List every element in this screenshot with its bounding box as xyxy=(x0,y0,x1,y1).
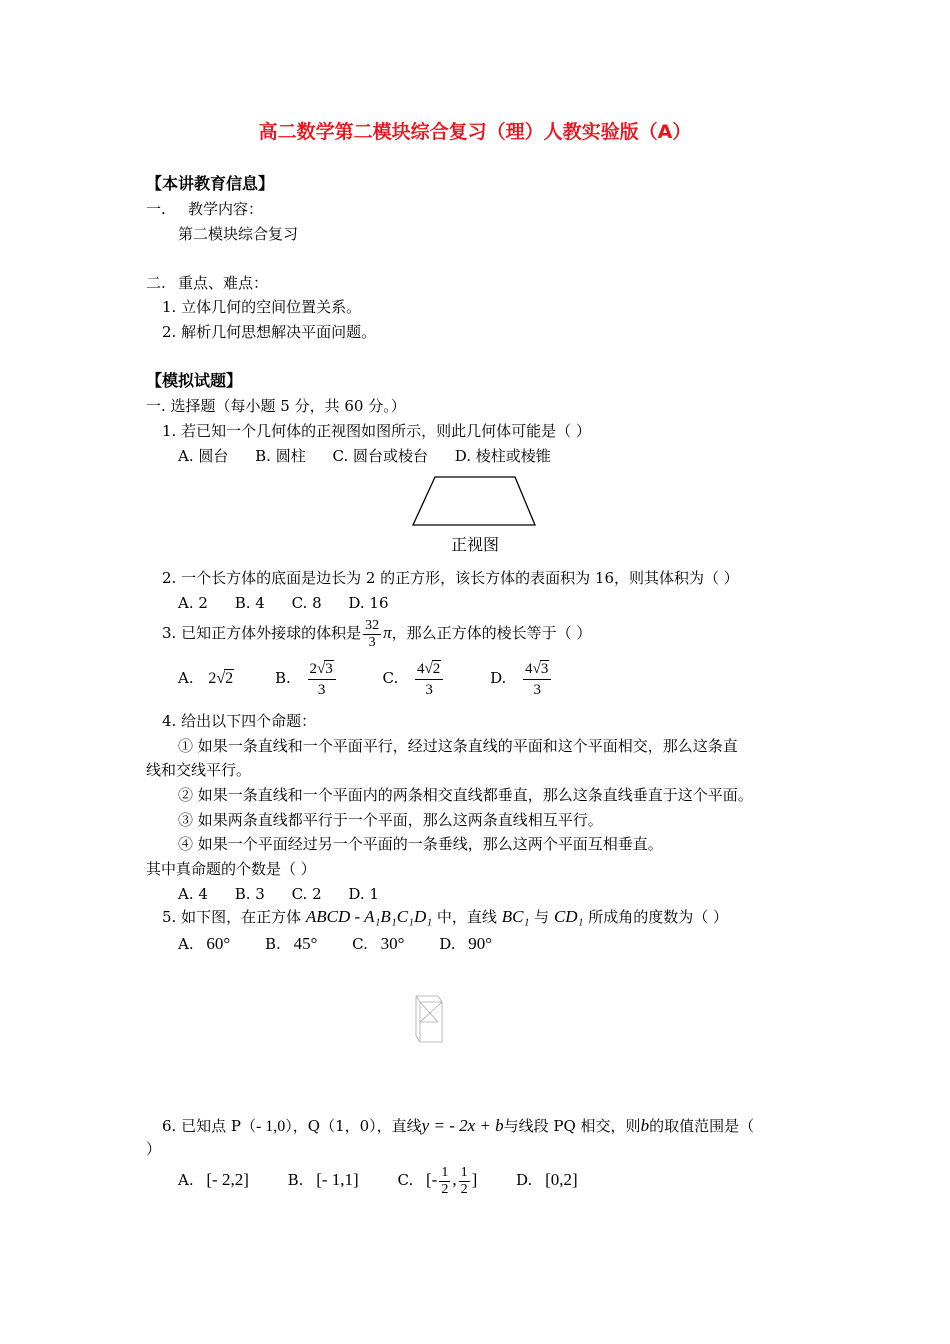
section-heading-info: 【本讲教育信息】 xyxy=(146,174,275,193)
option-b-label: B. xyxy=(264,935,281,953)
point-p-coord: - 1,0 xyxy=(255,1118,286,1135)
option-c: C. 8 xyxy=(291,594,322,612)
option-b-value: [- 1,1] xyxy=(316,1170,359,1189)
question-3-options xyxy=(178,656,553,701)
option-d-value xyxy=(523,659,551,700)
option-b-label: B. xyxy=(287,1171,304,1189)
trapezoid-shape xyxy=(413,477,535,525)
info-s2-item: 2. 解析几何思想解决平面问题。 xyxy=(162,323,377,341)
coef: 4 xyxy=(417,660,425,677)
option-a-value: 60° xyxy=(206,934,231,953)
option-d-value: [0,2] xyxy=(545,1170,578,1189)
option-c-value: 30° xyxy=(380,934,405,953)
front-view-figure xyxy=(405,472,545,556)
frac-num: 2√3 xyxy=(308,659,336,680)
pi-symbol: π xyxy=(383,623,392,642)
cube-figure xyxy=(412,992,446,1050)
option-a-label: A. xyxy=(178,935,194,953)
q6-text-b: ），Q（1，0），直线 xyxy=(285,1117,422,1135)
option-b-label: B. xyxy=(274,669,291,687)
q6-text-a: 6. 已知点 P（ xyxy=(162,1117,256,1135)
info-s2-label: 二. xyxy=(146,274,166,292)
frac-den: 3 xyxy=(425,681,433,698)
question-6-close: ） xyxy=(146,1140,162,1158)
option-b-value: 45° xyxy=(293,934,318,953)
cube-name: ABCD - A₁B₁C₁D₁ xyxy=(305,907,433,926)
info-s1-label: 一. xyxy=(146,200,166,218)
option-c-value: [- $\frac{1}{2}$ , $\frac{1}{2}$ ] xyxy=(426,1164,478,1197)
option-a-value: [- 2,2] xyxy=(206,1170,249,1189)
option-b: B. 4 xyxy=(234,594,265,612)
proposition-1-cont: 线和交线平行。 xyxy=(146,761,252,779)
info-s1-content: 第二模块综合复习 xyxy=(178,225,299,243)
option-a: A. 2 xyxy=(178,594,208,612)
option-d-label: D. xyxy=(490,669,507,687)
question-6 xyxy=(162,1114,754,1139)
frac-den: 2 xyxy=(441,1181,449,1197)
question-3-text-before: 3. 已知正方体外接球的体积是 xyxy=(162,624,362,642)
option-b: B. 圆柱 xyxy=(255,447,306,465)
info-s2-item: 1. 立体几何的空间位置关系。 xyxy=(162,298,362,316)
section-heading-exam: 【模拟试题】 xyxy=(146,371,243,390)
q5-text-c: 与 xyxy=(534,908,550,926)
radicand: 3 xyxy=(325,660,333,677)
question-5 xyxy=(162,905,728,929)
option-d: D. 16 xyxy=(348,594,389,612)
info-s2-text: 重点、难点： xyxy=(178,274,269,292)
bracket-right: ] xyxy=(471,1170,478,1189)
question-5-options xyxy=(178,932,492,956)
option-c: C. 2 xyxy=(291,885,322,903)
option-a-label: A. xyxy=(178,669,194,687)
question-4: 4. 给出以下四个命题： xyxy=(162,712,317,730)
frac-den: 3 xyxy=(533,681,541,698)
line-equation: y = - 2x + b xyxy=(421,1116,504,1135)
option-c-label: C. xyxy=(352,935,368,953)
frac-num: 4√2 xyxy=(415,659,443,680)
info-s1-text: 教学内容： xyxy=(188,200,264,218)
option-c-label: C. xyxy=(397,1171,414,1189)
var-b: b xyxy=(640,1116,650,1135)
q6-text-d: 的取值范围是（ xyxy=(649,1117,755,1135)
question-4-options xyxy=(178,884,401,904)
question-6-options xyxy=(178,1160,578,1200)
option-a-value: 2√2 xyxy=(208,670,234,687)
line-bc1: BC₁ xyxy=(501,907,530,926)
frac-den: 2 xyxy=(460,1181,468,1197)
option-d: D. 棱柱或棱锥 xyxy=(454,447,551,465)
option-d-value: 90° xyxy=(468,934,493,953)
exam-section: 一. 选择题（每小题 5 分，共 60 分。） xyxy=(146,397,406,415)
fraction-32-3 xyxy=(363,618,381,651)
proposition-4: ④ 如果一个平面经过另一个平面的一条垂线，那么这两个平面互相垂直。 xyxy=(178,835,663,853)
page-title: 高二数学第二模块综合复习（理）人教实验版（A） xyxy=(258,121,692,143)
frac-num: 1 xyxy=(460,1164,468,1180)
frac-den: 3 xyxy=(368,634,376,650)
frac-den: 3 xyxy=(317,681,326,698)
proposition-3: ③ 如果两条直线都平行于一个平面，那么这两条直线相互平行。 xyxy=(178,811,603,829)
radicand: 2 xyxy=(225,670,234,687)
frac-num: 4√3 xyxy=(523,659,551,680)
question-3-text-after: ，那么正方体的棱长等于（ ） xyxy=(391,624,592,642)
option-a: A. 圆台 xyxy=(178,447,229,465)
proposition-2: ② 如果一条直线和一个平面内的两条相交直线都垂直，那么这条直线垂直于这个平面。 xyxy=(178,786,753,804)
question-2-options xyxy=(178,593,411,613)
q6-text-c: 与线段 PQ 相交，则 xyxy=(503,1117,641,1135)
coef: 4 xyxy=(525,660,533,677)
line-cd1: CD₁ xyxy=(553,907,584,926)
coef: 2 xyxy=(309,660,318,677)
question-4-conclusion: 其中真命题的个数是（ ） xyxy=(146,860,316,878)
figure-label: 正视图 xyxy=(450,535,500,554)
frac-num: 1 xyxy=(441,1164,449,1180)
option-b: B. 3 xyxy=(234,885,265,903)
question-1: 1. 若已知一个几何体的正视图如图所示，则此几何体可能是（ ） xyxy=(162,422,591,440)
option-d-label: D. xyxy=(516,1171,533,1189)
option-a-label: A. xyxy=(178,1171,194,1189)
option-c-value xyxy=(415,659,443,700)
q5-text-d: 所成角的度数为（ ） xyxy=(588,908,729,926)
option-b-value xyxy=(308,659,336,700)
question-3 xyxy=(162,614,591,652)
coef: 2 xyxy=(208,670,217,687)
option-c-label: C. xyxy=(382,669,399,687)
q5-text-b: 中，直线 xyxy=(436,908,497,926)
q5-text-a: 5. 如下图，在正方体 xyxy=(162,908,302,926)
question-2: 2. 一个长方体的底面是边长为 2 的正方形，该长方体的表面积为 16，则其体积为（ ） xyxy=(162,569,739,587)
frac-num: 32 xyxy=(365,617,380,633)
radicand: 3 xyxy=(540,660,549,677)
option-d-label: D. xyxy=(439,935,456,953)
question-1-options xyxy=(178,446,573,466)
radicand: 2 xyxy=(432,660,441,677)
proposition-1: ① 如果一条直线和一个平面平行，经过这条直线的平面和这个平面相交，那么这条直 xyxy=(178,737,738,755)
bracket-left: [- xyxy=(426,1170,438,1189)
option-a: A. 4 xyxy=(178,885,208,903)
frac-half xyxy=(439,1165,450,1198)
option-d: D. 1 xyxy=(348,885,379,903)
frac-half xyxy=(459,1165,470,1198)
option-c: C. 圆台或棱台 xyxy=(332,447,428,465)
